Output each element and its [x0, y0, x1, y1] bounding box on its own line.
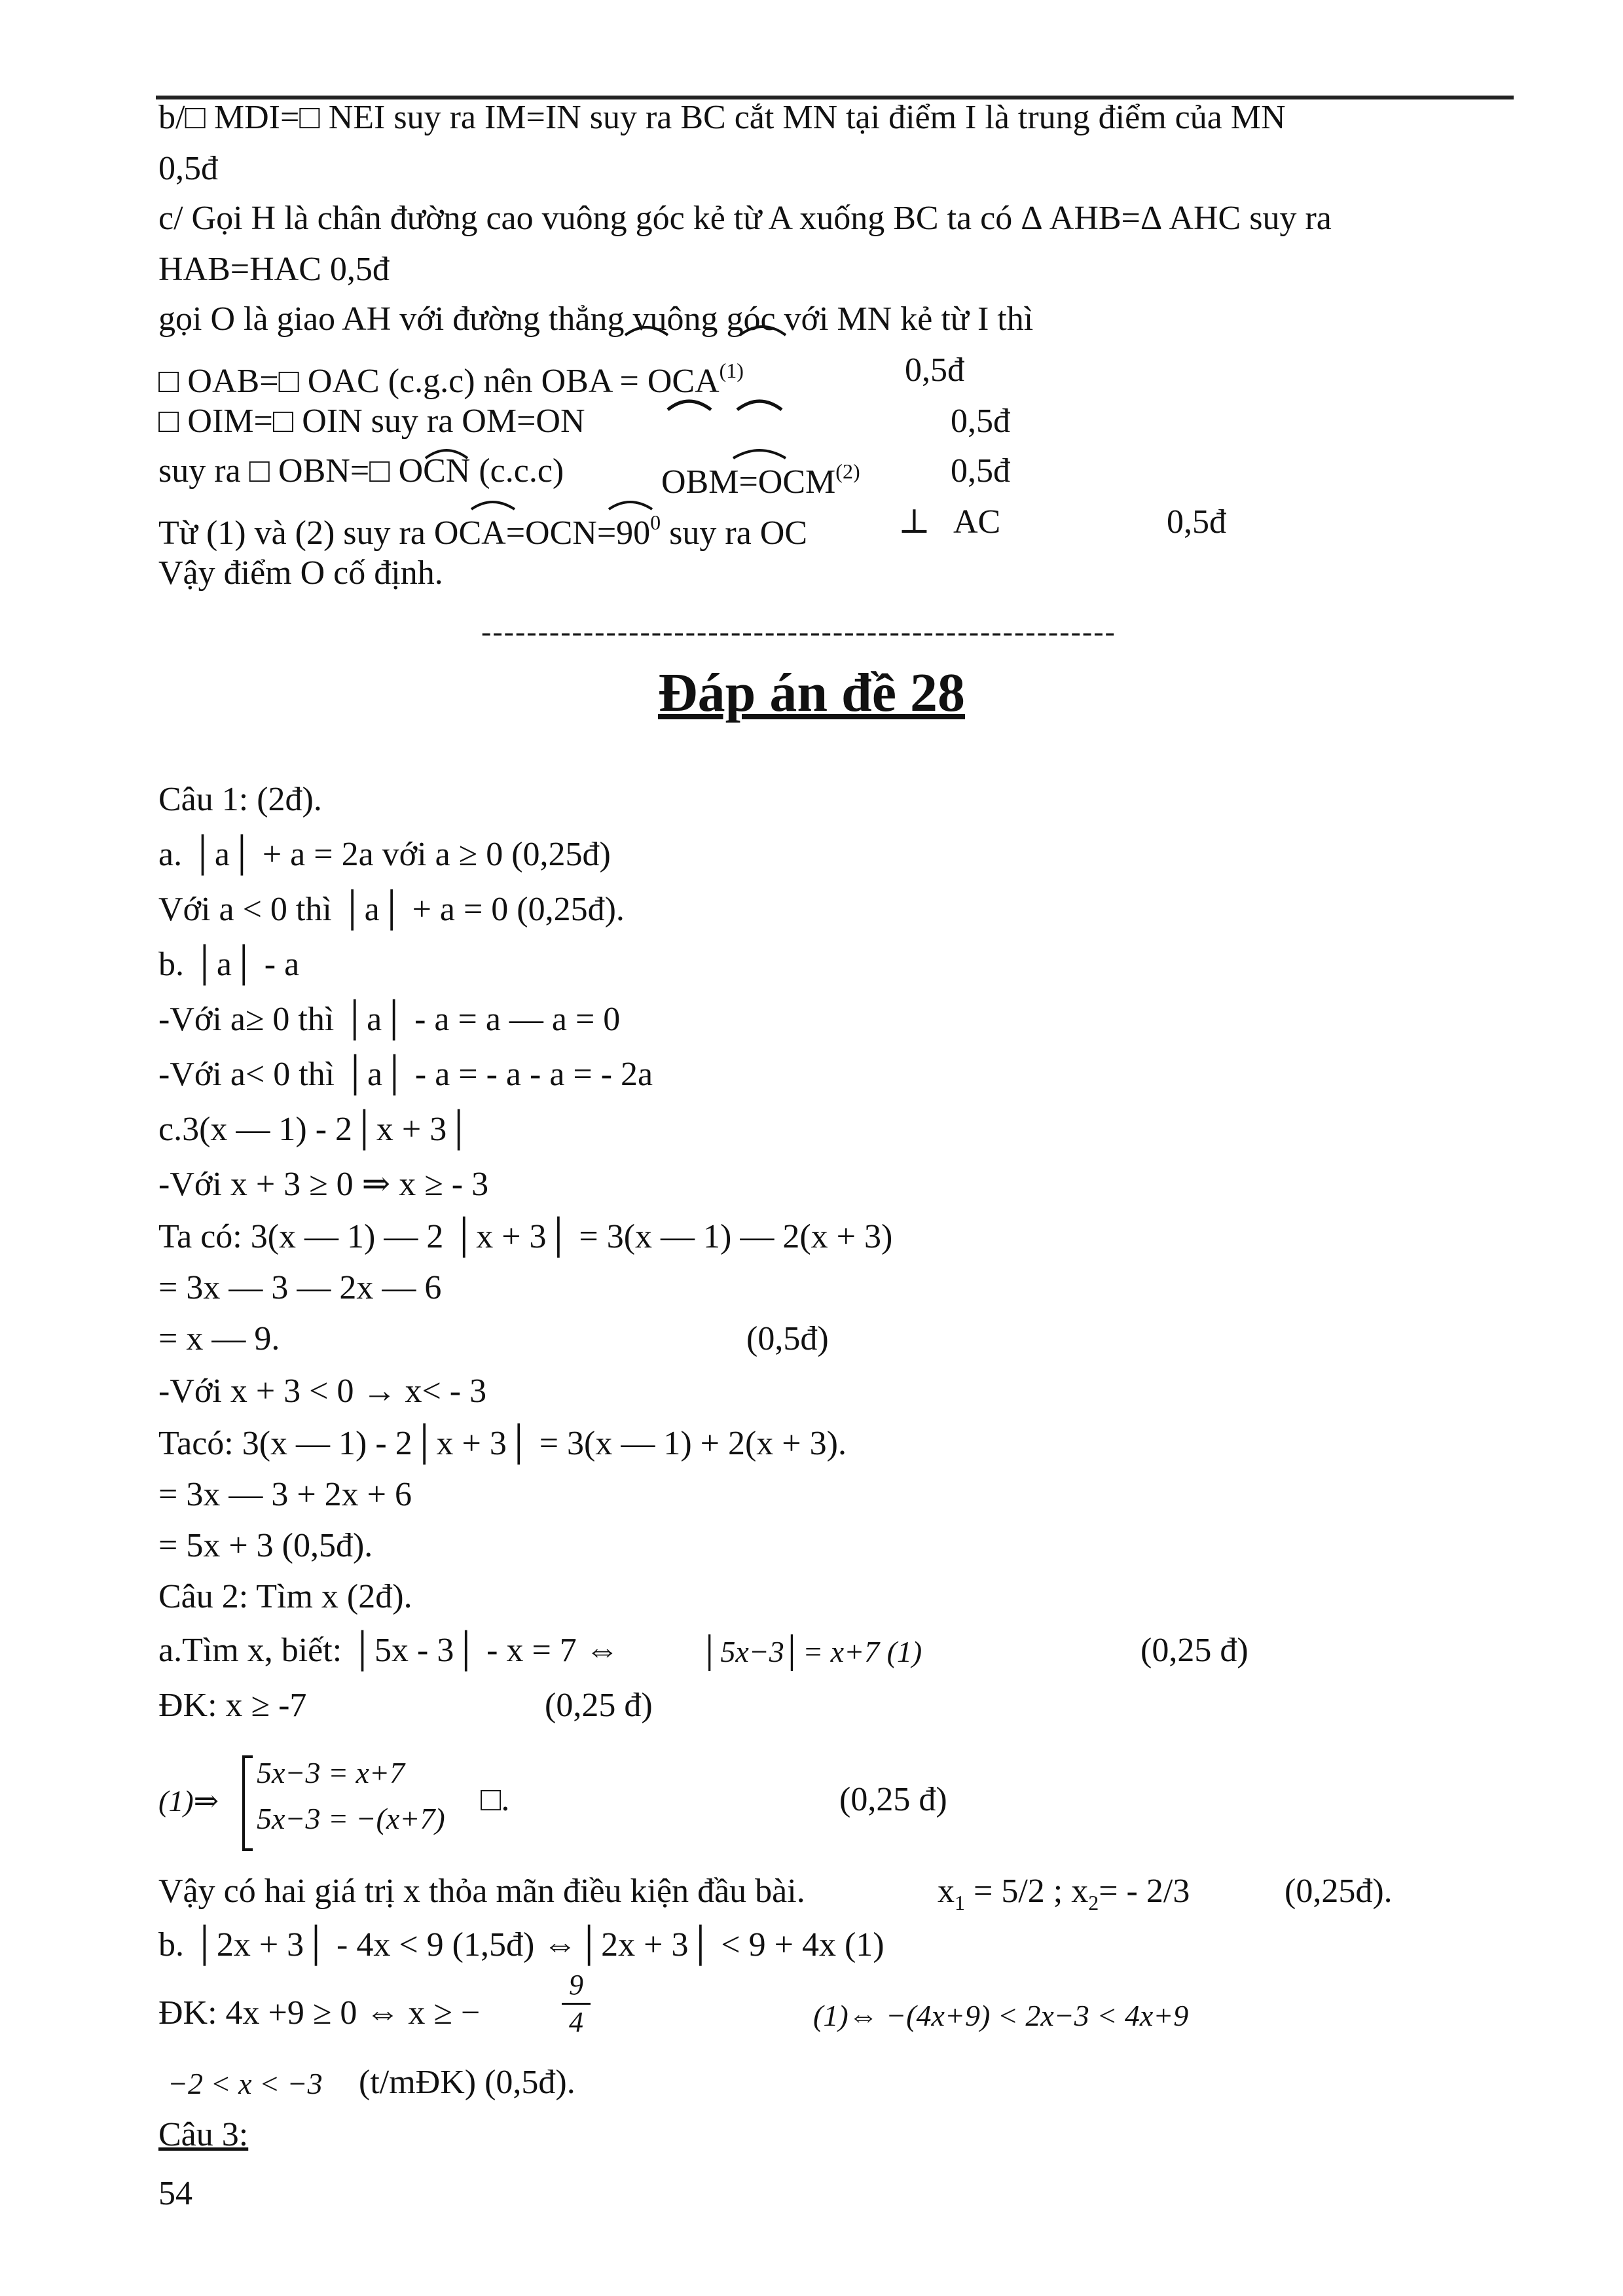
perpendicular-symbol: ⊥ [898, 503, 930, 541]
page-number: 54 [158, 2175, 192, 2212]
score: 0,5đ [951, 452, 1010, 490]
text-line: □ OAB=□ OAC (c.g.c) nên OBA = $OCA^{(1)}$ [158, 359, 744, 400]
text-line: AC [953, 503, 1001, 541]
text-line: ĐK: x ≥ -7 [158, 1687, 307, 1724]
text-line: □. [481, 1781, 510, 1818]
text-line: c/ Gọi H là chân đường cao vuông góc kẻ từ A xuống BC ta có Δ AHB=Δ AHC suy ra [158, 200, 1332, 237]
text-line: = 5x + 3 (0,5đ). [158, 1527, 373, 1564]
text-line: Vậy điểm O cố định. [158, 554, 443, 592]
score: 0,5đ [1167, 503, 1226, 541]
text-line: Ta có: 3(x — 1) — 2 │x + 3│ = 3(x — 1) — 2(x + 3) [158, 1218, 893, 1255]
question-heading: Câu 2: Tìm x (2đ). [158, 1578, 412, 1615]
text-line: Với a < 0 thì │a│ + a = 0 (0,25đ). [158, 891, 625, 928]
text-line: b/□ MDI=□ NEI suy ra IM=IN suy ra BC cắt MN tại điểm I là trung điểm của MN [158, 99, 1286, 136]
text-line: (t/mĐK) (0,5đ). [359, 2064, 575, 2101]
system-row: 5x−3 = x+7 [257, 1756, 405, 1789]
text-line: -Với x + 3 ≥ 0 ⇒ x ≥ - 3 [158, 1166, 489, 1203]
text-line: b. │2x + 3│ - 4x < 9 (1,5đ) ⇔│2x + 3│ < 9 + 4x (1) [158, 1926, 884, 1964]
text-line: b. │a│ - a [158, 946, 300, 983]
text-line: -Với a< 0 thì │a│ - a = - a - a = - 2a [158, 1056, 653, 1093]
score: (0,5đ) [746, 1320, 829, 1357]
text-line: $OBM=OCM^{(2)}$ [661, 459, 860, 501]
page-title: Đáp án đề 28 [657, 662, 966, 723]
separator: -------------------------------------------------------- [481, 615, 1116, 648]
question-heading: Câu 1: (2đ). [158, 781, 322, 818]
text-line: 0,5đ [158, 150, 218, 187]
text-line: ĐK: 4x +9 ≥ 0 ⇔ x ≥ − [158, 1994, 481, 2032]
text-line: a.Tìm x, biết: │5x - 3│ - x = 7 ⇔ [158, 1632, 619, 1669]
score: (0,25đ). [1285, 1873, 1393, 1910]
text-line: = x — 9. [158, 1320, 280, 1357]
text-line: Vậy có hai giá trị x thỏa mãn điều kiện đầu bài. [158, 1873, 805, 1910]
system-row: 5x−3 = −(x+7) [257, 1802, 445, 1835]
text-line: $x_1 = 5/2$ ; $x_2= - 2/3$ [938, 1873, 1190, 1914]
text-line: □ OIM=□ OIN suy ra OM=ON [158, 403, 585, 440]
text-line: -Với a≥ 0 thì │a│ - a = a — a = 0 [158, 1001, 621, 1038]
text-line: c.3(x — 1) - 2│x + 3│ [158, 1111, 471, 1148]
result: −2 < x < −3 [168, 2067, 323, 2100]
score: (0,25 đ) [839, 1781, 947, 1818]
text-line: -Với x + 3 < 0 → x< - 3 [158, 1372, 487, 1410]
text-line: Tacó: 3(x — 1) - 2│x + 3│ = 3(x — 1) + 2(x + 3). [158, 1425, 847, 1462]
text-line: = 3x — 3 — 2x — 6 [158, 1269, 442, 1306]
equation: │5x−3│= x+7 (1) [702, 1635, 922, 1668]
text-line: a. │a│ + a = 2a với a ≥ 0 (0,25đ) [158, 836, 611, 873]
text-line: Từ (1) và (2) suy ra $OCA=OCN=90^0$ suy ra OC [158, 511, 808, 552]
score: 0,5đ [905, 351, 964, 389]
score: (0,25 đ) [1140, 1632, 1249, 1669]
question-heading: Câu 3: [158, 2116, 249, 2153]
score: (0,25 đ) [545, 1687, 653, 1724]
text-line: HAB=HAC 0,5đ [158, 251, 390, 288]
text-line: gọi O là giao AH với đường thẳng vuông góc với MN kẻ từ I thì [158, 300, 1034, 338]
equation: (1)⇔ −(4x+9) < 2x−3 < 4x+9 [813, 1999, 1189, 2032]
text-line: = 3x — 3 + 2x + 6 [158, 1476, 412, 1513]
score: 0,5đ [951, 403, 1010, 440]
system-lead: (1)⇒ [158, 1784, 219, 1818]
angle-arcs [0, 0, 1623, 589]
text-line: suy ra □ OBN=□ OCN (c.c.c) [158, 452, 564, 490]
fraction: $\frac{9}{4}$ [562, 1967, 591, 2040]
